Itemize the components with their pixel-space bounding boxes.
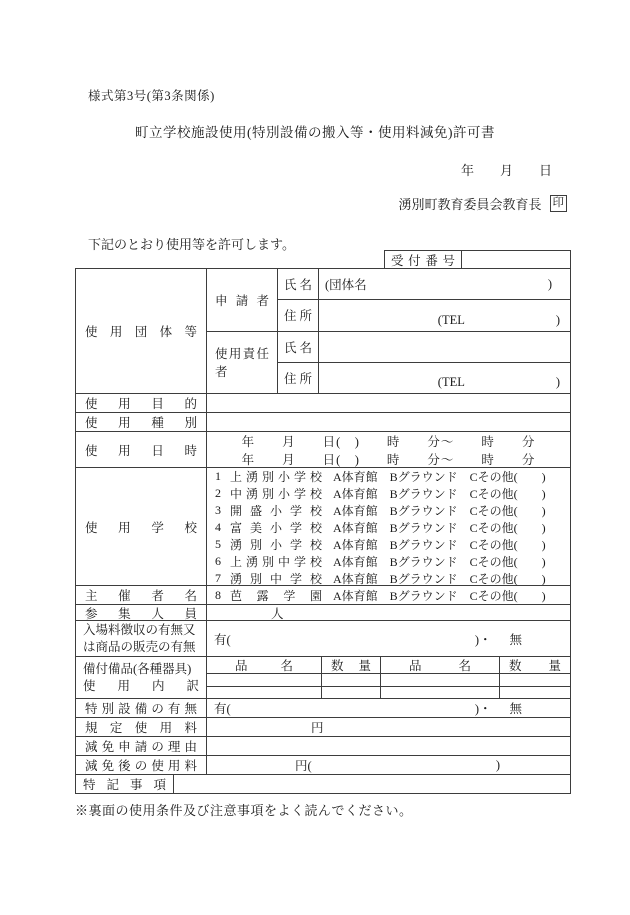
manager-fields [277, 332, 570, 394]
group-name-close: ) [547, 276, 552, 291]
label-attendance: 参集人員 [85, 606, 197, 621]
usage-category-value-cell [206, 413, 570, 431]
label-usage-purpose: 使用目的 [85, 397, 197, 411]
applicant-name-value-cell [318, 269, 570, 299]
label-reduced-fee: 減免後の使用料 [85, 759, 197, 773]
label-admission-fee-line1: 入場料徴収の有無又 [83, 623, 196, 637]
school-facility-options: A体育館 Bグラウンド Cその他( ) [333, 589, 546, 603]
manager-tel-close: ) [555, 375, 560, 389]
equipment-header-row [207, 657, 570, 674]
permit-table [75, 268, 571, 794]
row-usage-organization [76, 269, 570, 393]
equipment-header-qty2-cell [499, 657, 570, 673]
applicant-role-cell [207, 269, 277, 331]
applicant-address-label: 住所 [284, 309, 312, 324]
reception-number-label-cell [385, 251, 462, 269]
row-standard-fee [76, 717, 570, 736]
usage-organization-detail [206, 269, 570, 393]
label-usage-datetime-cell [76, 432, 206, 467]
special-equipment-value-cell [206, 699, 570, 717]
label-standard-fee: 規定使用料 [85, 721, 197, 735]
label-admission-fee-cell [76, 621, 206, 656]
label-usage-purpose-cell [76, 394, 206, 412]
equipment-item2-cell [380, 674, 499, 686]
school-row [207, 536, 570, 553]
label-equipment-cell [76, 657, 206, 698]
footnote: ※裏面の使用条件及び注意事項をよく読んでください。 [75, 803, 413, 818]
manager-address-row [278, 363, 570, 393]
applicant-name-label-cell [278, 269, 318, 299]
label-special-notes-cell [76, 775, 173, 793]
equipment-header-qty1: 数量 [331, 659, 371, 673]
organizer-name-value-cell [206, 586, 570, 604]
equipment-qty1-cell [321, 674, 380, 686]
special-yes-open: 有( [214, 702, 231, 716]
manager-group [207, 332, 570, 394]
school-facility-options: A体育館 Bグラウンド Cその他( ) [333, 504, 546, 518]
equipment-entry-row [207, 687, 570, 699]
school-row [207, 485, 570, 502]
label-usage-school-cell [76, 468, 206, 585]
school-row [207, 468, 570, 485]
manager-address-value-cell [318, 363, 570, 393]
reception-number-label: 受付番号 [391, 254, 455, 268]
special-yes-close: )・ [474, 702, 492, 716]
label-reduction-reason-cell [76, 737, 206, 755]
school-number: 5 [215, 537, 221, 551]
row-usage-purpose [76, 393, 570, 412]
school-number: 7 [215, 571, 221, 585]
row-special-notes [76, 774, 570, 793]
label-usage-category: 使用種別 [85, 416, 197, 430]
school-facility-options: A体育館 Bグラウンド Cその他( ) [333, 487, 546, 501]
reduction-reason-value-cell [206, 737, 570, 755]
issuer-name: 湧別町教育委員会教育長 [398, 197, 542, 212]
manager-address-label: 住所 [284, 371, 312, 386]
manager-name-label-cell [278, 332, 318, 362]
reduced-fee-open: 円( [295, 759, 312, 773]
label-admission-fee-line2: は商品の販売の有無 [83, 639, 196, 654]
equipment-item1-cell [207, 687, 321, 699]
equipment-header-item1: 品名 [235, 659, 293, 673]
label-standard-fee-cell [76, 718, 206, 736]
label-equipment-line2: 使用内訳 [83, 678, 199, 693]
school-name: 芭露学園 [230, 589, 322, 603]
school-name: 上湧別中学校 [230, 555, 322, 569]
label-organizer-name: 主催者名 [85, 589, 197, 603]
manager-address-label-cell [278, 363, 318, 393]
equipment-header-item1-cell [207, 657, 321, 673]
manager-role-label: 使用責任者 [215, 347, 269, 380]
label-special-notes: 特記事項 [83, 778, 166, 792]
label-equipment-line1: 備付備品(各種器具) [83, 662, 192, 676]
label-usage-organization: 使用団体等 [85, 325, 197, 339]
form-number: 様式第3号(第3条関係) [88, 89, 215, 103]
admission-no-option: 無 [509, 632, 522, 647]
school-number: 2 [215, 486, 221, 500]
school-name: 中湧別小学校 [230, 487, 322, 501]
datetime-line-1: 年 月 日( ) 時 分～ 時 分 [241, 435, 536, 449]
school-name: 湧別中学校 [230, 572, 322, 586]
label-usage-organization-cell [76, 269, 206, 393]
label-attendance-cell [76, 605, 206, 620]
admission-yes-open: 有( [214, 632, 231, 647]
special-no-option: 無 [509, 702, 522, 716]
reduced-fee-value-cell [206, 756, 570, 774]
admission-yes-close: )・ [474, 632, 492, 647]
school-facility-options: A体育館 Bグラウンド Cその他( ) [333, 555, 546, 569]
manager-name-row [278, 332, 570, 363]
equipment-entry-row [207, 674, 570, 687]
equipment-header-qty1-cell [321, 657, 380, 673]
applicant-tel-open: (TEL [437, 312, 465, 327]
applicant-name-label: 氏名 [284, 278, 312, 293]
equipment-qty2-cell [499, 674, 570, 686]
datetime-line-2: 年 月 日( ) 時 分～ 時 分 [241, 453, 536, 467]
intro-text: 下記のとおり使用等を許可します。 [88, 237, 295, 252]
equipment-qty2-cell [499, 687, 570, 699]
applicant-group [207, 269, 570, 332]
equipment-header-qty2: 数量 [509, 659, 561, 673]
applicant-tel-close: ) [555, 312, 560, 327]
manager-tel-open: (TEL [437, 375, 465, 389]
school-facility-options: A体育館 Bグラウンド Cその他( ) [333, 470, 546, 484]
equipment-header-item2-cell [380, 657, 499, 673]
row-admission-fee [76, 620, 570, 656]
special-notes-value-cell [173, 775, 570, 793]
equipment-header-item2: 品名 [409, 659, 471, 673]
school-number: 3 [215, 503, 221, 517]
school-row [207, 519, 570, 536]
label-usage-datetime: 使用日時 [85, 443, 197, 458]
usage-datetime-value-cell [206, 432, 570, 467]
row-usage-datetime [76, 431, 570, 467]
row-special-equipment [76, 698, 570, 717]
school-number: 6 [215, 554, 221, 568]
label-reduction-reason: 減免申請の理由 [85, 740, 197, 754]
attendance-unit: 人 [271, 606, 284, 621]
label-usage-category-cell [76, 413, 206, 431]
label-organizer-name-cell [76, 586, 206, 604]
usage-purpose-value-cell [206, 394, 570, 412]
applicant-name-row [278, 269, 570, 300]
standard-fee-unit: 円 [311, 721, 324, 735]
applicant-address-label-cell [278, 300, 318, 330]
manager-role-cell [207, 332, 277, 394]
equipment-qty1-cell [321, 687, 380, 699]
applicant-role-label: 申請者 [215, 293, 269, 308]
school-row [207, 553, 570, 570]
label-special-equipment-cell [76, 699, 206, 717]
row-reduced-fee [76, 755, 570, 774]
equipment-item2-cell [380, 687, 499, 699]
standard-fee-value-cell [206, 718, 570, 736]
equipment-sub-table [206, 657, 570, 698]
school-number: 8 [215, 588, 221, 602]
group-name-open: (団体名 [325, 278, 367, 293]
label-special-equipment: 特別設備の有無 [85, 702, 197, 716]
label-usage-school: 使用学校 [85, 520, 197, 535]
school-name: 開盛小学校 [230, 504, 322, 518]
label-reduced-fee-cell [76, 756, 206, 774]
reception-number-value-cell [462, 251, 570, 269]
admission-fee-value-cell [206, 621, 570, 656]
row-usage-category [76, 412, 570, 431]
row-equipment-usage [76, 656, 570, 698]
applicant-fields [277, 269, 570, 331]
page-title: 町立学校施設使用(特別設備の搬入等・使用料減免)許可書 [135, 125, 495, 140]
school-row [207, 502, 570, 519]
school-list [206, 468, 570, 603]
row-attendance [76, 604, 570, 620]
manager-name-label: 氏名 [284, 340, 312, 355]
school-name: 上湧別小学校 [230, 470, 322, 484]
school-name: 湧別小学校 [230, 538, 322, 552]
seal-stamp-box: 印 [550, 195, 568, 212]
row-reduction-reason [76, 736, 570, 755]
issuer-line [398, 194, 567, 213]
row-organizer-name [76, 585, 570, 604]
school-facility-options: A体育館 Bグラウンド Cその他( ) [333, 538, 546, 552]
reception-number-box [384, 250, 571, 269]
school-facility-options: A体育館 Bグラウンド Cその他( ) [333, 572, 546, 586]
school-number: 1 [215, 469, 221, 483]
equipment-item1-cell [207, 674, 321, 686]
reduced-fee-close: ) [495, 757, 500, 772]
school-number: 4 [215, 520, 221, 534]
applicant-address-row [278, 300, 570, 330]
manager-name-value-cell [318, 332, 570, 362]
attendance-value-cell [206, 605, 570, 620]
date-line: 年 月 日 [460, 163, 552, 178]
applicant-address-value-cell [318, 300, 570, 330]
school-facility-options: A体育館 Bグラウンド Cその他( ) [333, 521, 546, 535]
school-name: 富美小学校 [230, 521, 322, 535]
